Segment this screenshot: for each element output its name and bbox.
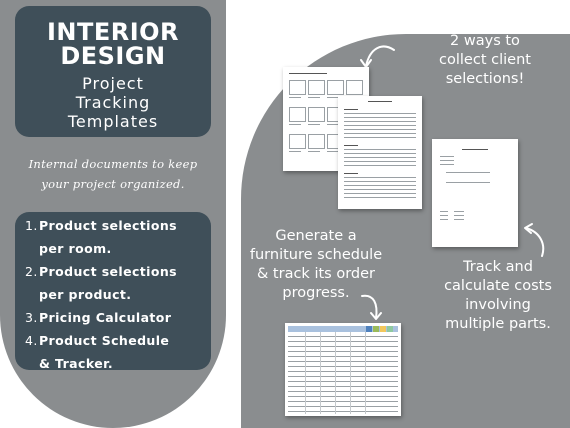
feature-number: 3.	[25, 310, 38, 325]
callout-line: calculate costs	[444, 278, 552, 294]
feature-list	[15, 212, 211, 370]
callout-line: collect client	[439, 52, 531, 68]
subtitle-project: Project	[82, 74, 144, 93]
title-box	[15, 6, 211, 137]
schedule-tracker-template-preview	[285, 323, 401, 416]
subtitle-templates: Templates	[67, 112, 159, 131]
feature-text-cont: per room.	[39, 241, 112, 256]
tagline-line-2: your project organized.	[41, 177, 185, 191]
title-interior: INTERIOR	[46, 18, 180, 46]
callout-line: involving	[465, 297, 531, 313]
feature-number: 4.	[25, 333, 38, 348]
callout-line: 2 ways to	[450, 33, 520, 49]
feature-text: Pricing Calculator	[39, 310, 172, 325]
feature-number: 1.	[25, 218, 38, 233]
callout-line: & track its order	[257, 266, 375, 282]
feature-text: Product Schedule	[39, 333, 170, 348]
feature-item-3	[25, 306, 209, 329]
feature-text-cont: per product.	[39, 287, 132, 302]
feature-item-4	[25, 329, 209, 375]
callout-line: Generate a	[275, 228, 357, 244]
callout-costs	[428, 258, 568, 334]
tagline-line-1: Internal documents to keep	[28, 157, 198, 171]
title-design: DESIGN	[60, 42, 166, 70]
curved-arrow-icon	[358, 290, 388, 326]
feature-text-cont: & Tracker.	[39, 356, 114, 371]
callout-line: progress.	[282, 285, 350, 301]
callout-line: Track and	[463, 259, 533, 275]
feature-number: 2.	[25, 264, 38, 279]
curved-arrow-icon	[520, 222, 550, 260]
feature-item-1	[25, 214, 209, 260]
callout-line: furniture schedule	[249, 247, 383, 263]
callout-selections	[400, 32, 570, 89]
product-selection-template-preview	[338, 96, 422, 209]
callout-line: selections!	[445, 71, 525, 87]
tagline	[20, 154, 206, 194]
pricing-calculator-template-preview	[432, 139, 518, 247]
subtitle-tracking: Tracking	[75, 93, 151, 112]
feature-text: Product selections	[39, 218, 177, 233]
feature-item-2	[25, 260, 209, 306]
callout-line: multiple parts.	[445, 316, 551, 332]
feature-text: Product selections	[39, 264, 177, 279]
